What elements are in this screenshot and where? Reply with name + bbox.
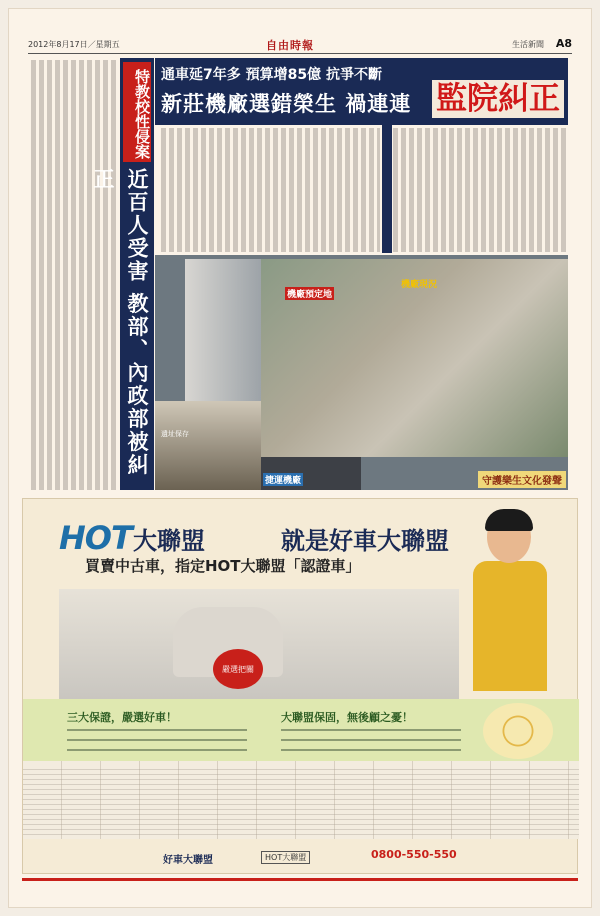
footer-phone: 0800-550-550 <box>371 848 457 861</box>
detail-line <box>281 729 461 731</box>
article-text-mid <box>160 128 380 252</box>
guarantee-1: 三大保證，嚴選好車！ <box>67 711 177 724</box>
photo-caption-left: 遺址保存 <box>161 430 189 438</box>
hot-logo: HOT <box>59 519 132 557</box>
detail-line <box>281 739 461 741</box>
detail-line <box>67 729 247 731</box>
column-divider <box>382 125 392 253</box>
photo-old-building <box>155 401 261 490</box>
masthead <box>28 36 572 54</box>
badge-text: 嚴選把關 <box>222 665 254 674</box>
ad-title-1: 大聯盟 <box>133 527 205 555</box>
page-number: A8 <box>555 37 572 50</box>
person-body <box>473 561 547 691</box>
detail-line <box>281 749 461 751</box>
photo-building <box>185 259 261 401</box>
section-name: 生活新聞 <box>512 40 544 49</box>
masthead-rule <box>28 53 572 54</box>
sidebar-tag: 特教校性侵案 <box>123 62 151 162</box>
article-text-left <box>30 60 118 490</box>
advertisement <box>22 498 578 874</box>
photo-label-red: 機廠預定地 <box>285 287 334 300</box>
spokesperson <box>473 511 547 697</box>
headline-sub: 通車延7年多 預算增85億 抗爭不斷 <box>161 67 382 83</box>
paper-name: 自由時報 <box>266 39 314 52</box>
ad-title-2: 就是好車大聯盟 <box>281 527 449 555</box>
ad-subtitle: 買賣中古車，指定HOT大聯盟「認證車」 <box>85 557 361 575</box>
person-hair <box>485 509 533 531</box>
photo-label-blue: 捷運機廠 <box>263 473 303 486</box>
quality-badge <box>213 649 263 689</box>
photo-label: 機廠現況 <box>401 280 438 290</box>
main-headline-block <box>155 58 568 125</box>
service-diagram <box>483 703 553 759</box>
article-text-right <box>392 128 568 252</box>
sidebar-headline <box>91 58 154 490</box>
footer-mid: HOT大聯盟 <box>261 851 310 864</box>
headline-main: 新莊機廠選錯榮生 禍連連 <box>161 92 412 116</box>
detail-line <box>67 749 247 751</box>
headline-red: 監院糾正 <box>432 80 564 118</box>
bottom-rule <box>22 878 578 881</box>
ad-footer <box>23 839 579 875</box>
detail-line <box>67 739 247 741</box>
sidebar-big-title: 近百人受害 教部、內政部被糾正 <box>91 168 149 477</box>
dealer-list-lines <box>23 765 579 835</box>
footer-brand: 好車大聯盟 <box>163 855 213 866</box>
issue-date: 2012年8月17日／星期五 <box>28 40 120 49</box>
guarantee-2: 大聯盟保固，無後顧之憂！ <box>281 711 413 724</box>
culture-banner: 守護樂生文化發聲 <box>478 471 566 488</box>
photo-collage <box>155 255 568 490</box>
